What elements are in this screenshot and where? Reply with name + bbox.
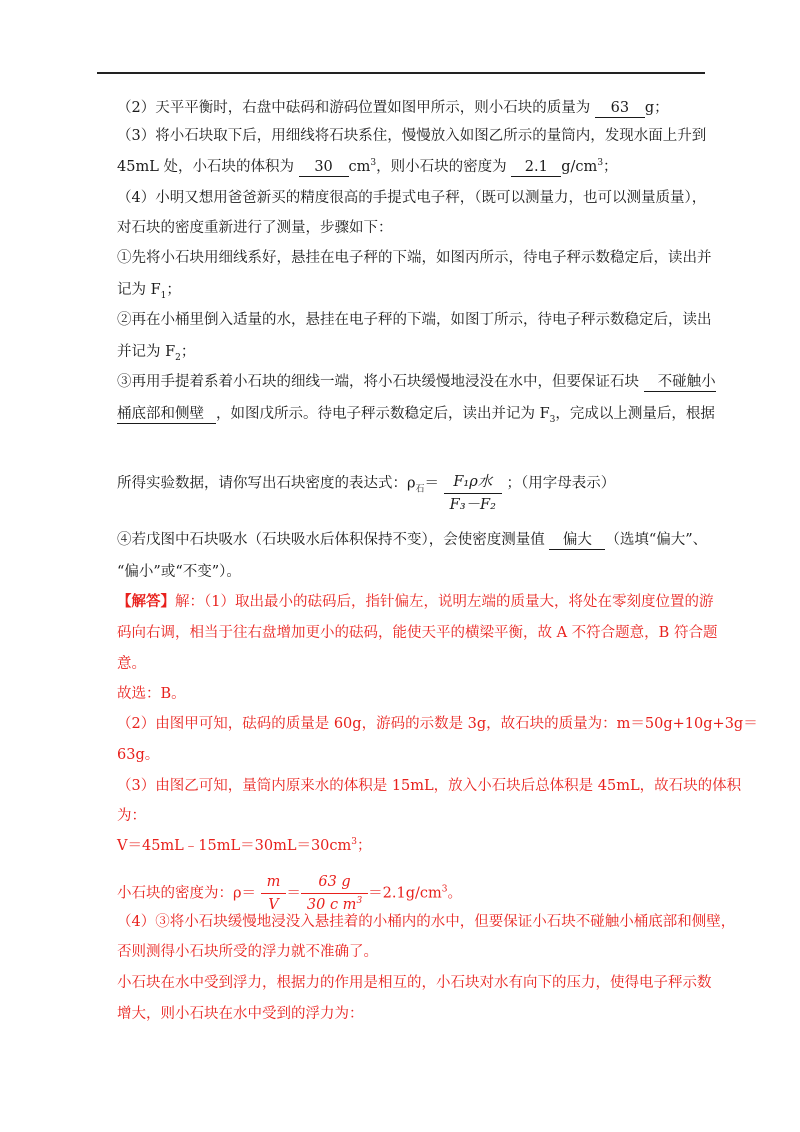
frac1-num: m	[261, 872, 287, 894]
solution-4-line2: 否则测得小石块所受的浮力就不准确了。	[117, 944, 378, 960]
formula-post: ；（用字母表示）	[506, 475, 616, 492]
step-2-line2	[117, 342, 195, 362]
s1-end: ；	[166, 282, 181, 298]
sol1-text: 解：（1）取出最小的砝码后，指针偏左，说明左端的质量大，将处在零刻度位置的游	[175, 594, 714, 610]
s4-answer: 偏大	[549, 532, 605, 550]
s3-answer-part2: 桶底部和侧壁	[117, 406, 216, 424]
solution-3-density	[117, 872, 462, 915]
density-fraction-m-over-v	[261, 872, 287, 915]
question-4-line2: 对石块的密度重新进行了测量，步骤如下：	[117, 220, 393, 236]
frac2-num: 63 g	[301, 872, 368, 894]
question-3-line2: 45mL 处，小石块的体积为 30 $cm^3$，则小石块的密度为 2.1 $g/cm^3$；	[117, 158, 618, 175]
sol3d-post-sup: 3	[441, 884, 448, 895]
solution-2-line2: 63g。	[117, 747, 160, 763]
formula-denominator: F₃－F₂	[449, 497, 496, 513]
question-3-line1: （3）将小石块取下后，用细线将石块系住，慢慢放入如图乙所示的量筒内，发现水面上升到	[117, 128, 707, 144]
step-1-line1: ①先将小石块用细线系好，悬挂在电子秤的下端，如图丙所示，待电子秤示数稳定后，读出并	[117, 250, 712, 266]
sol3d-post: ＝2.1g/cm	[368, 885, 442, 902]
s1-pre: 记为 F	[117, 282, 161, 298]
solution-2-line1: （2）由图甲可知，砝码的质量是 60g，游码的示数是 3g，故石块的质量为：m＝50g+10g+3g＝	[117, 716, 758, 732]
frac2-den-text: 30 c m	[306, 897, 357, 913]
q3-unit2: g/cm	[561, 159, 598, 175]
question-4-line1: （4）小明又想用爸爸新买的精度很高的手提式电子秤，（既可以测量力，也可以测量质量），	[117, 190, 707, 206]
q2-text: （2）天平平衡时，右盘中砝码和游码位置如图甲所示，则小石块的质量为	[117, 100, 591, 116]
step-3-line1	[117, 372, 716, 392]
s4-pre: ④若戊图中石块吸水（石块吸水后体积保持不变），会使密度测量值	[117, 532, 545, 548]
q3-end: ；	[603, 159, 618, 175]
solution-tag: 【解答】	[117, 593, 175, 610]
solution-1-line3: 意。	[117, 656, 146, 672]
solution-3-line1: （3）由图乙可知，量筒内原来水的体积是 15mL，放入小石块后总体积是 45mL，故石块的体积	[117, 778, 742, 794]
sol3d-pre: 小石块的密度为：ρ＝	[117, 885, 257, 902]
q3-volume-answer: 30	[299, 159, 349, 177]
solution-1-line2: 码向右调，相当于往右盘增加更小的砝码，能使天平的横梁平衡，故 A 不符合题意，B 符合题	[117, 625, 718, 641]
solution-1-choice: 故选：B。	[117, 686, 186, 702]
s3-rest: ，如图戊所示。待电子秤示数稳定后，读出并记为 F	[216, 406, 550, 422]
q2-unit: g；	[644, 100, 669, 116]
solution-1-line1	[117, 592, 713, 612]
step-4-line2: “偏小”或“不变”）。	[117, 564, 241, 580]
s3-sub: 3	[549, 414, 556, 425]
solution-3-volume	[117, 836, 372, 856]
sol3c-end: ；	[357, 838, 372, 854]
formula-pre-sub: 石	[415, 484, 425, 495]
sol3c-sup: 3	[351, 837, 358, 848]
density-fraction-values	[301, 872, 368, 915]
s2-pre: 并记为 F	[117, 344, 176, 360]
formula-pre: 所得实验数据，请你写出石块密度的表达式：ρ	[117, 475, 416, 492]
solution-4-line3: 小石块在水中受到浮力，根据力的作用是相互的，小石块对水有向下的压力，使得电子秤示数	[117, 975, 712, 991]
question-2	[117, 98, 669, 118]
s3-pre: ③再用手提着系着小石块的细线一端，将小石块缓慢地浸没在水中，但要保证石块	[117, 374, 639, 390]
formula-numerator: F₁ρ水	[444, 472, 502, 494]
q3-pre: 45mL 处，小石块的体积为	[117, 159, 294, 175]
solution-4-line1: （4）③将小石块缓慢地浸没入悬挂着的小桶内的水中，但要保证小石块不碰触小桶底部和侧壁，	[117, 914, 736, 930]
q2-answer: 63	[595, 100, 645, 118]
density-formula-line	[117, 462, 616, 513]
frac2-den-sup: 3	[356, 896, 363, 907]
s3-answer-part1: 不碰触小	[644, 374, 716, 392]
step-2-line1: ②再在小桶里倒入适量的水，悬挂在电子秤的下端，如图丁所示，待电子秤示数稳定后，读出	[117, 312, 712, 328]
sol3c-text: V＝45mL﹣15mL＝30mL＝30cm	[117, 838, 352, 854]
frac1-den: V	[268, 897, 279, 913]
step-3-line2	[117, 404, 715, 424]
header-rule	[97, 72, 705, 74]
q3-unit1: cm	[348, 159, 371, 175]
density-formula-fraction	[444, 472, 502, 515]
solution-3-line2: 为：	[117, 808, 146, 824]
s2-sub: 2	[175, 352, 181, 363]
s4-post: （选填“偏大”、	[605, 532, 708, 548]
step-1-line2	[117, 280, 181, 300]
q3-mid: ，则小石块的密度为	[376, 159, 507, 175]
q3-density-answer: 2.1	[511, 159, 561, 177]
s3-end: ，完成以上测量后，根据	[555, 406, 715, 422]
solution-4-line4: 增大，则小石块在水中受到的浮力为：	[117, 1006, 364, 1022]
sol3d-eq: ＝	[286, 885, 301, 902]
s1-sub: 1	[160, 290, 167, 301]
sol3d-end: 。	[447, 885, 463, 902]
step-4-line1	[117, 530, 707, 550]
formula-eq: ＝	[424, 475, 440, 492]
s2-end: ；	[180, 344, 196, 360]
